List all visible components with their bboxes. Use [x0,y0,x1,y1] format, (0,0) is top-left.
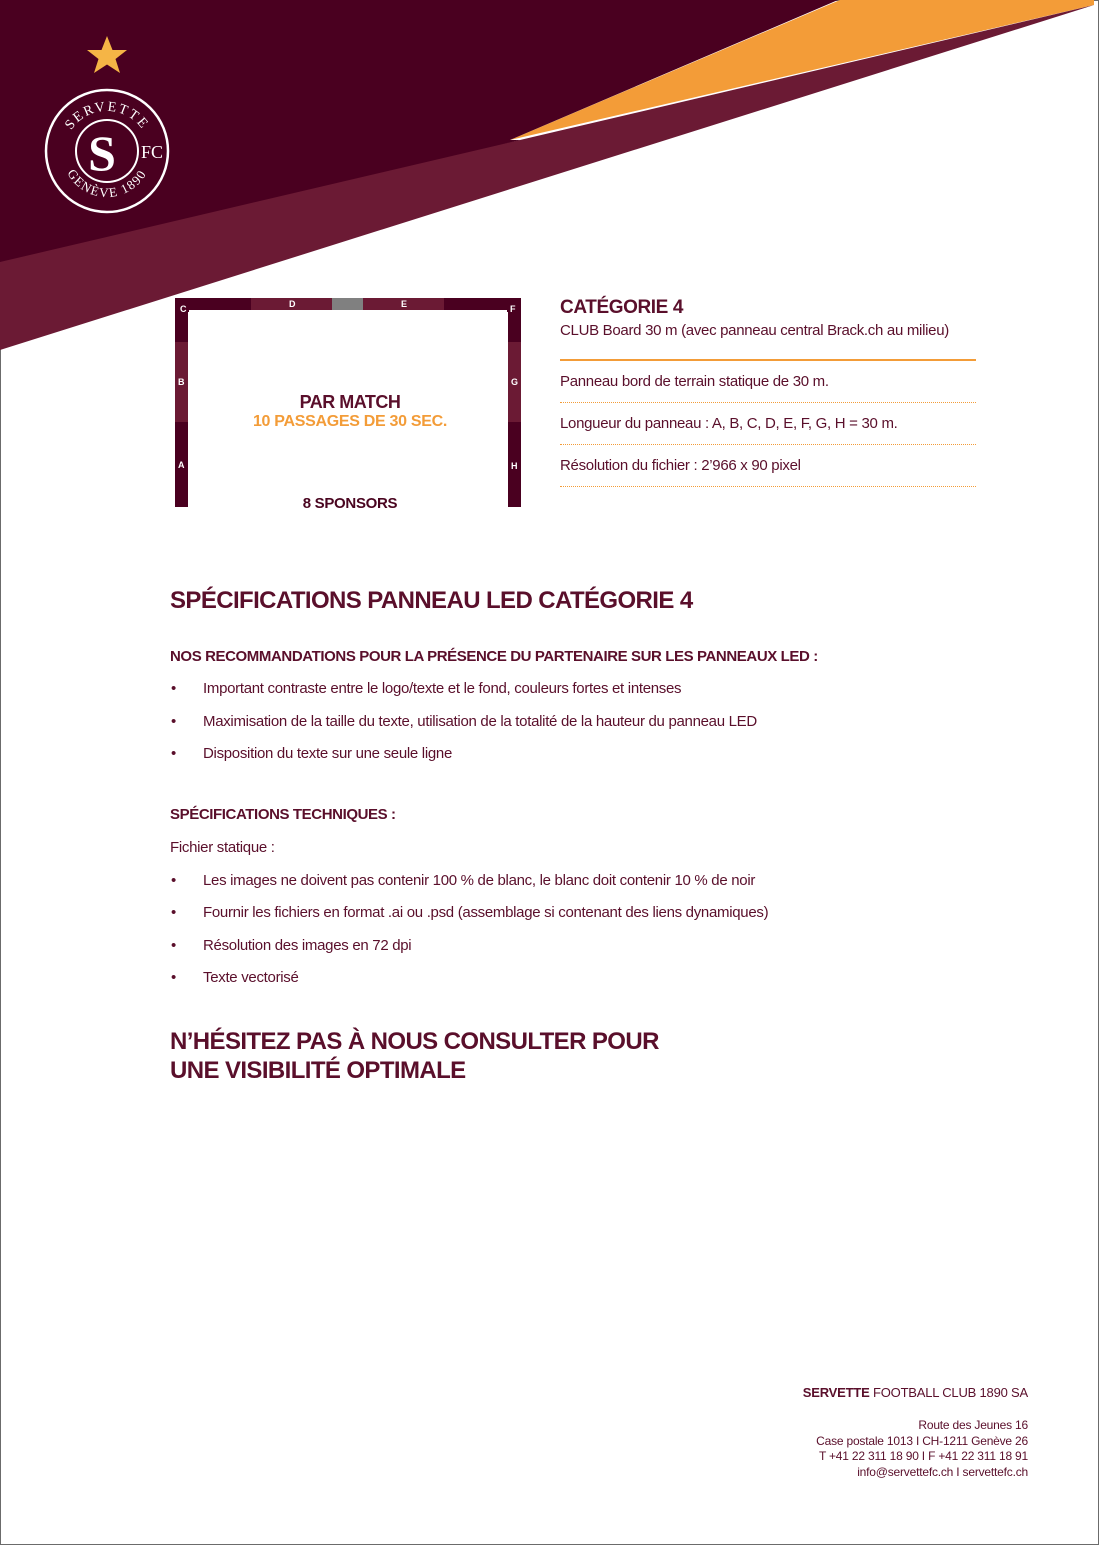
list-item-text: Fournir les fichiers en format .ai ou .psd (assemblage si contenant des liens dynamiques) [203,904,769,921]
cta-line-1: N’HÉSITEZ PAS À NOUS CONSULTER POUR [170,1027,659,1055]
diagram-sponsors: 8 SPONSORS [302,495,398,512]
list-item [170,865,990,898]
label-h: H [511,461,518,471]
list-item-text: Résolution des images en 72 dpi [203,936,412,954]
board-segment-brack [332,298,363,310]
logo-bottom-text: GENÈVE 1890 [64,166,150,201]
footer [628,1384,1028,1480]
list-item-text: Les images ne doivent pas contenir 100 % de blanc, le blanc doit contenir 10 % de noir [203,871,756,889]
company-name [628,1384,1028,1402]
logo-top-text: SERVETTE [62,99,152,133]
label-a: A [178,460,185,470]
address-line: T +41 22 311 18 90 I F +41 22 311 18 91 [818,1449,1028,1463]
address-block [628,1418,1028,1480]
board-diagram [172,296,528,518]
label-e: E [401,299,408,309]
technical-list [170,865,990,995]
list-item [170,962,990,995]
servette-logo [44,34,170,214]
bullet-icon: • [171,936,176,954]
bullet-icon: • [171,904,176,921]
star-icon [87,36,127,73]
label-b: B [178,377,185,387]
list-item [170,706,990,739]
company-name-rest: FOOTBALL CLUB 1890 SA [873,1385,1028,1400]
logo-monogram-s: S [88,125,116,181]
call-to-action [170,1027,990,1085]
label-g: G [511,377,519,387]
bullet-icon: • [171,680,176,697]
list-item-text: Important contraste entre le logo/texte et le fond, couleurs fortes et intenses [203,680,682,697]
category-block [560,296,976,487]
company-name-bold: SERVETTE [802,1385,870,1400]
logo-monogram-fc: FC [140,142,164,162]
list-item [170,897,990,930]
list-item [170,673,990,706]
contact-line: info@servettefc.ch I servettefc.ch [857,1464,1028,1479]
recommendations-list [170,673,990,771]
label-d: D [289,299,296,309]
bullet-icon: • [171,712,176,730]
category-row: Panneau bord de terrain statique de 30 m. [560,361,976,403]
category-row: Longueur du panneau : A, B, C, D, E, F, G, H = 30 m. [560,403,976,445]
specs-heading: SPÉCIFICATIONS PANNEAU LED CATÉGORIE 4 [170,587,693,614]
specifications-section [170,585,990,1085]
address-line: Route des Jeunes 16 [918,1418,1028,1432]
technical-heading: SPÉCIFICATIONS TECHNIQUES : [170,805,396,823]
category-subtitle: CLUB Board 30 m (avec panneau central Brack.ch au milieu) [560,322,949,339]
cta-line-2: UNE VISIBILITÉ OPTIMALE [170,1056,466,1084]
category-title: CATÉGORIE 4 [560,297,683,318]
list-item [170,738,990,771]
list-item-text: Disposition du texte sur une seule ligne [203,745,452,762]
list-item-text: Texte vectorisé [203,969,299,986]
bullet-icon: • [171,969,176,986]
diagram-title: PAR MATCH [299,392,401,412]
static-file-label: Fichier statique : [170,838,275,856]
address-line: Case postale 1013 I CH-1211 Genève 26 [816,1433,1028,1448]
label-f: F [510,304,516,314]
list-item [170,930,990,963]
category-row: Résolution du fichier : 2’966 x 90 pixel [560,445,976,487]
list-item-text: Maximisation de la taille du texte, utilisation de la totalité de la hauteur du panneau LED [203,712,757,730]
diagram-subtitle: 10 PASSAGES DE 30 SEC. [252,413,448,430]
recommendations-heading: NOS RECOMMANDATIONS POUR LA PRÉSENCE DU PARTENAIRE SUR LES PANNEAUX LED : [170,648,818,665]
bullet-icon: • [171,745,176,762]
label-c: C [180,304,187,314]
bullet-icon: • [171,871,176,889]
